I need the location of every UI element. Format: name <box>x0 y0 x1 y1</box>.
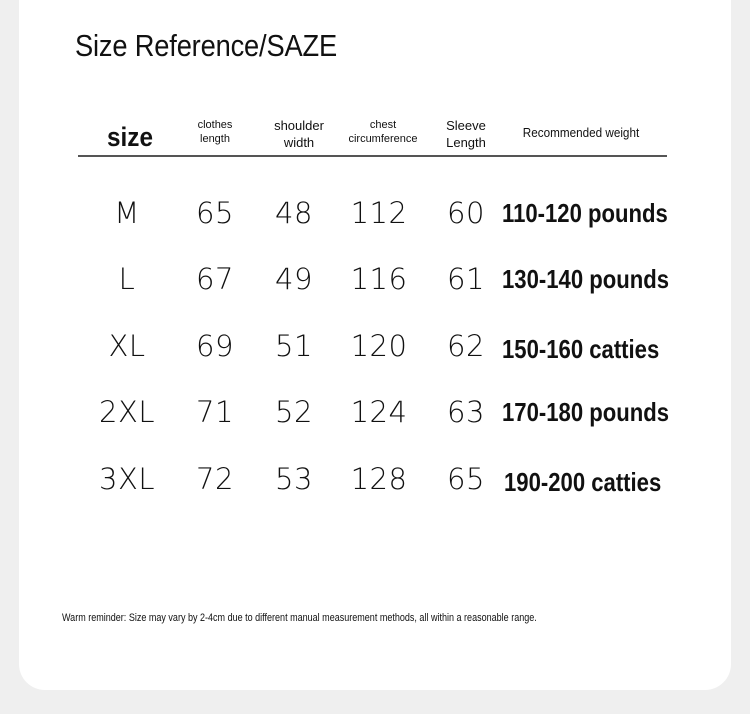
cell-sleeve: 62 <box>447 329 485 363</box>
cell-chest: 128 <box>350 462 408 496</box>
header-shoulder-width: shoulder width <box>274 118 324 150</box>
cell-weight: 170-180 pounds <box>502 397 670 427</box>
table-row <box>0 329 750 369</box>
table-row <box>0 196 750 236</box>
header-divider <box>78 155 667 157</box>
cell-clothes-length: 72 <box>196 462 234 496</box>
header-sleeve-length: Sleeve Length <box>446 118 486 150</box>
header-clothes-length: clothes length <box>197 119 233 146</box>
cell-clothes-length: 69 <box>196 329 234 363</box>
cell-size: 2XL <box>99 395 155 429</box>
cell-size: M <box>114 196 140 230</box>
cell-size: L <box>118 262 136 296</box>
header-recommended-weight: Recommended weight <box>522 125 640 140</box>
header-chest-circumference: chest circumference <box>348 119 418 146</box>
cell-weight: 190-200 catties <box>504 467 662 497</box>
cell-chest: 120 <box>350 329 408 363</box>
cell-weight: 130-140 pounds <box>502 264 670 294</box>
cell-sleeve: 65 <box>447 462 485 496</box>
cell-clothes-length: 71 <box>196 395 234 429</box>
cell-chest: 112 <box>350 196 408 230</box>
cell-shoulder-width: 51 <box>275 329 313 363</box>
table-row <box>0 395 750 435</box>
cell-shoulder-width: 52 <box>275 395 313 429</box>
cell-shoulder-width: 53 <box>275 462 313 496</box>
cell-sleeve: 61 <box>447 262 485 296</box>
cell-sleeve: 60 <box>447 196 485 230</box>
cell-shoulder-width: 48 <box>275 196 313 230</box>
cell-size: 3XL <box>99 462 155 496</box>
cell-clothes-length: 67 <box>196 262 234 296</box>
warm-reminder-note: Warm reminder: Size may vary by 2-4cm due to different manual measurement methods, all within a reasonable range. <box>62 612 537 624</box>
cell-chest: 124 <box>350 395 408 429</box>
cell-size: XL <box>108 329 146 363</box>
table-row <box>0 262 750 302</box>
cell-shoulder-width: 49 <box>275 262 313 296</box>
cell-weight: 110-120 pounds <box>502 198 668 228</box>
table-row <box>0 462 750 502</box>
cell-sleeve: 63 <box>447 395 485 429</box>
header-size: size <box>107 122 153 152</box>
cell-weight: 150-160 catties <box>502 334 660 364</box>
cell-clothes-length: 65 <box>196 196 234 230</box>
page-title: Size Reference/SAZE <box>75 28 338 63</box>
cell-chest: 116 <box>350 262 408 296</box>
